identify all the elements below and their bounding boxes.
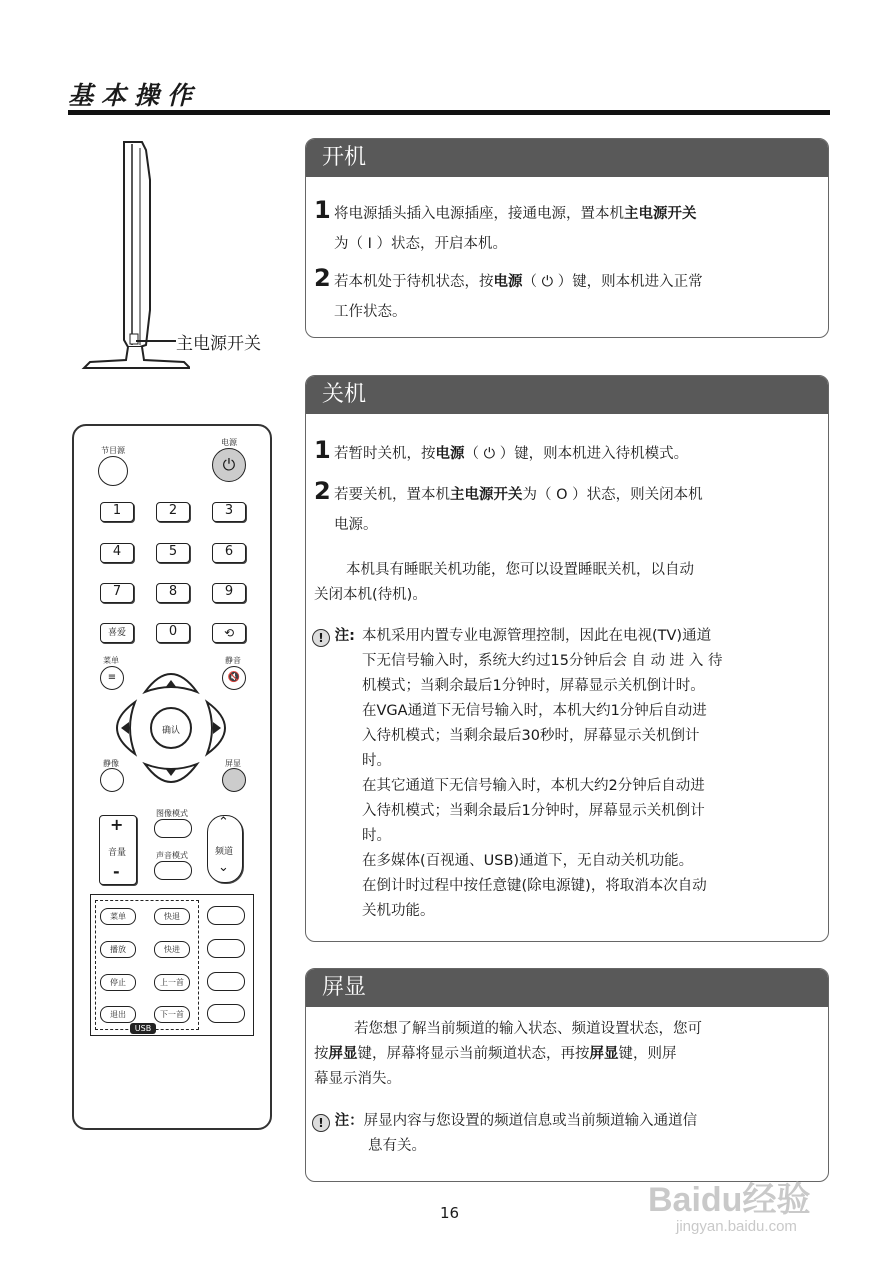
- favorite-button[interactable]: 喜爱: [100, 623, 134, 643]
- watermark-url: jingyan.baidu.com: [676, 1218, 797, 1235]
- display-panel: [305, 968, 829, 1182]
- watermark-brand: Baidu经验: [648, 1181, 811, 1219]
- note-line: 在倒计时过程中按任意键(除电源键)，将取消本次自动: [362, 878, 707, 894]
- sleep-paragraph: 本机具有睡眠关机功能，您可以设置睡眠关机，以自动 关闭本机(待机)。: [314, 562, 694, 603]
- picture-mode-button[interactable]: [154, 819, 192, 838]
- color-button-2[interactable]: [207, 939, 245, 958]
- fast-forward-button[interactable]: 快进: [154, 941, 190, 958]
- power-on-step-1: 1 将电源插头插入电源插座，接通电源，置本机主电源开关 为（ I ）状态，开启本机。: [314, 196, 697, 252]
- switch-pointer-line: [136, 340, 176, 342]
- power-on-title: 开机: [306, 139, 828, 177]
- usb-label: USB: [130, 1023, 156, 1034]
- power-off-title: 关机: [306, 376, 828, 414]
- note-line: 入待机模式；当剩余最后1分钟时，屏幕显示关机倒计: [362, 803, 705, 819]
- power-off-note-text: [362, 624, 824, 924]
- power-on-panel: [305, 138, 829, 338]
- power-off-panel: [305, 375, 829, 942]
- play-button[interactable]: 播放: [100, 941, 136, 958]
- channel-label: 频道: [214, 847, 233, 857]
- color-button-1[interactable]: [207, 906, 245, 925]
- digit-9-button[interactable]: 9: [212, 583, 246, 603]
- freeze-button[interactable]: [100, 768, 124, 792]
- digit-7-button[interactable]: 7: [100, 583, 134, 603]
- note-line: 机模式；当剩余最后1分钟时，屏幕显示关机倒计时。: [362, 678, 705, 694]
- note-line: 在VGA通道下无信号输入时，本机大约1分钟后自动进: [362, 703, 707, 719]
- power-off-note: ! 注:: [312, 624, 355, 649]
- next-track-button[interactable]: 下一首: [154, 1006, 190, 1023]
- osd-label: 屏显: [225, 759, 241, 768]
- digit-4-button[interactable]: 4: [100, 543, 134, 563]
- color-button-3[interactable]: [207, 972, 245, 991]
- volume-down: -: [113, 862, 120, 881]
- recall-icon: ⟲: [223, 626, 235, 640]
- note-icon: !: [312, 1114, 330, 1132]
- source-label: 节目源: [101, 446, 125, 455]
- digit-1-button[interactable]: 1: [100, 502, 134, 522]
- recall-button[interactable]: [212, 623, 246, 643]
- note-line: 时。: [362, 753, 391, 769]
- note-line: 在其它通道下无信号输入时，本机大约2分钟后自动进: [362, 778, 705, 794]
- volume-up: +: [110, 815, 124, 834]
- volume-label: 音量: [107, 848, 126, 858]
- channel-down-icon: ⌄: [218, 860, 229, 875]
- channel-up-icon: ⌃: [218, 815, 229, 830]
- power-on-step-2: 2 若本机处于待机状态，按电源（ ⏻ ）键，则本机进入正常 工作状态。: [314, 264, 703, 320]
- note-icon: !: [312, 629, 330, 647]
- tv-side-view: [80, 140, 190, 372]
- display-title: 屏显: [306, 969, 828, 1007]
- menu-icon: ≡: [107, 672, 117, 683]
- page-title: 基本操作: [68, 81, 201, 110]
- note-line: 时。: [362, 828, 391, 844]
- digit-3-button[interactable]: 3: [212, 502, 246, 522]
- digit-8-button[interactable]: 8: [156, 583, 190, 603]
- source-button[interactable]: [98, 456, 128, 486]
- note-line: 下无信号输入时，系统大约过15分钟后会 自 动 进 入 待: [362, 653, 723, 669]
- note-line: 在多媒体(百视通、USB)通道下，无自动关机功能。: [362, 853, 694, 869]
- sound-mode-button[interactable]: [154, 861, 192, 880]
- digit-5-button[interactable]: 5: [156, 543, 190, 563]
- digit-0-button[interactable]: 0: [156, 623, 190, 643]
- header-rule: [68, 110, 830, 115]
- power-off-step-1: 1 若暂时关机，按电源（ ⏻ ）键，则本机进入待机模式。: [314, 436, 689, 464]
- stop-button[interactable]: 停止: [100, 974, 136, 991]
- picture-mode-label: 图像模式: [156, 809, 188, 818]
- display-paragraph: 若您想了解当前频道的输入状态、频道设置状态，您可 按屏显键，屏幕将显示当前频道状态，再按屏显键，则屏 幕显示消失。: [314, 1021, 702, 1087]
- note-line: 关机功能。: [362, 903, 435, 919]
- power-button[interactable]: [212, 448, 246, 482]
- mute-label: 静音: [225, 656, 241, 665]
- color-button-4[interactable]: [207, 1004, 245, 1023]
- power-off-step-2: 2 若要关机，置本机主电源开关为（ O ）状态，则关闭本机 电源。: [314, 477, 703, 533]
- rewind-button[interactable]: 快退: [154, 908, 190, 925]
- usb-menu-button[interactable]: 菜单: [100, 908, 136, 925]
- power-icon: ⏻: [222, 455, 236, 474]
- note-line: 本机采用内置专业电源管理控制，因此在电视(TV)通道: [362, 628, 712, 644]
- note-line: 入待机模式；当剩余最后30秒时，屏幕显示关机倒计: [362, 728, 700, 744]
- ok-label: 确认: [161, 726, 180, 736]
- page-number: 16: [440, 1204, 460, 1222]
- power-label: 电源: [221, 438, 237, 447]
- digit-6-button[interactable]: 6: [212, 543, 246, 563]
- sound-mode-label: 声音模式: [156, 851, 188, 860]
- exit-button[interactable]: 退出: [100, 1006, 136, 1023]
- mute-icon: 🔇: [227, 672, 241, 683]
- osd-button[interactable]: [222, 768, 246, 792]
- main-power-switch-label: 主电源开关: [176, 334, 261, 354]
- menu-label: 菜单: [103, 656, 119, 665]
- display-note: ! 注：屏显内容与您设置的频道信息或当前频道输入通道信 息有关。: [312, 1109, 824, 1159]
- digit-2-button[interactable]: 2: [156, 502, 190, 522]
- freeze-label: 静像: [103, 759, 119, 768]
- previous-track-button[interactable]: 上一首: [154, 974, 190, 991]
